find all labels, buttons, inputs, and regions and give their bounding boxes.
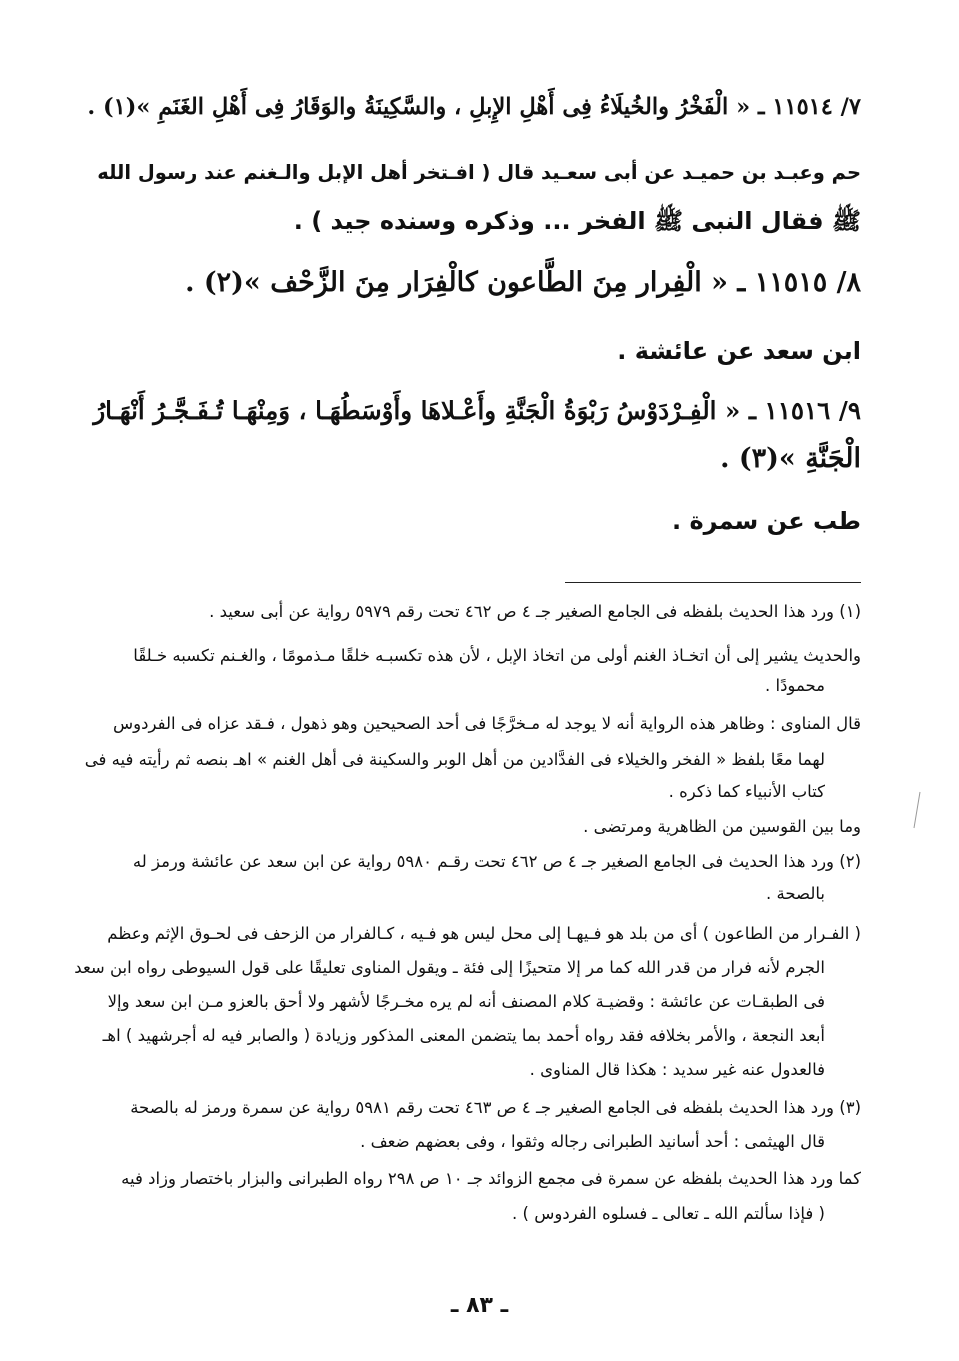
footnote-line: والحديث يشير إلى أن اتخـاذ الغنم أولى من اتخاذ الإبل ، لأن هذه تكسبـه خلقًا مـذمومًا ، والغـنم تكسبه خـلقًا [133,646,861,665]
footnote-line: فى الطبقـات عن عائشة : وقضيـة كلام المصنف أنه لم يره مخـرجًا لأشهر ولا أحق بالعزو مـن ابن سعد وإلا [107,992,825,1011]
footnote-line: وما بين القوسين من الظاهرية ومرتضى . [583,817,861,836]
footnote-line: بالصحة . [766,884,825,903]
footnote-line: ( فإذا سألتم الله ـ تعالى ـ فسلوه الفردوس ) . [512,1204,825,1223]
hadith-text-line: ٩/ ١١٥١٦ ـ « الْفِـرْدَوْسُ رَبْوَةُ الْجَنَّةِ وأَعْـلاهَا وأَوْسَطُهَـا ، وَمِنْهَـا تُـفَـجَّـرُ أَنْهَـارُ [93,396,861,425]
hadith-text-line: الْجَنَّةِ »(٣) . [720,443,861,474]
footnote-line: قال الهيثمى : أحد أسانيد الطبرانى رجاله وثقوا ، وفى بعضهم ضعف . [360,1132,825,1151]
footnote-line: محمودًا . [765,676,825,695]
source-text-line: حم وعبـد بن حميـد عن أبى سعـيد قال ( افـتخر أهل الإبل والـغنم عند رسول الله [97,161,861,184]
margin-mark [908,790,928,830]
footnote-line: ( الفـرار من الطاعون ) أى من بلد هو فـيهـا إلى محل ليس هو فـيه ، كـالفرار من الزحف فى لحـوق الإثم وعظم [107,924,861,943]
footnote-line: لهما معًا بلفظ « الفخر والخيلاء فى الفدَّادين من أهل الوبر والسكينة فى أهل الغنم » اهـ بنصه ثم رأيته فيه فى [84,750,825,769]
footnote-line: (٢) ورد هذا الحديث فى الجامع الصغير جـ ٤ ص ٤٦٢ تحت رقـم ٥٩٨٠ رواية عن ابن سعد عن عائشة ورمز له [132,852,861,871]
footnote-line: قال المناوى : وظاهر هذه الرواية أنه لا يوجد له مـخرَّجًا فى أحد الصحيحين وهو ذهول ، فـقد عزاه فى الفردوس [113,714,861,733]
footnote-line: فالعدول عنه غير سديد : هكذا قال المناوى . [529,1060,825,1079]
footnote-separator-line [565,582,861,583]
source-text-line: طب عن سمرة . [672,507,861,535]
footnote-line: (١) ورد هذا الحديث بلفظه فى الجامع الصغير جـ ٤ ص ٤٦٢ تحت رقم ٥٩٧٩ رواية عن أبى سعيد . [209,602,861,621]
footnote-line: كما ورد هذا الحديث بلفظه عن سمرة فى مجمع الزوائد جـ ١٠ ص ٢٩٨ رواه الطبرانى والبزار باختصار وزاد فيه [121,1169,861,1188]
footnote-line: أبعد النجعة ، والأمر بخلافه فقد رواه أحمد بما يتضمن المعنى المذكور وزيادة ( والصابر فيه له أجرشهيد ) اهـ [102,1026,825,1045]
page-number: ـ ٨٣ ـ [450,1293,509,1318]
hadith-text-line: ٧/ ١١٥١٤ ـ « الْفَخْرُ والخُيلَاءُ فِى أَهْلِ الإِبلِ ، والسَّكِينَةُ والوَقَارُ فِى أَهْلِ الغَنَمِ »(١) . [87,94,861,120]
footnote-line: الجرم لأنه فرار من قدر الله كما مر إلا متحيزًا إلى فئة ـ ويقول المناوى تعليقًا على قول السيوطى رواه ابن سعد [74,958,825,977]
source-text-line: ابن سعد عن عائشة . [617,337,861,365]
source-text-line: ﷺ فقال النبى ﷺ الفخر ... وذكره وسنده جيد ) . [293,207,861,235]
footnote-line: (٣) ورد هذا الحديث بلفظه فى الجامع الصغير جـ ٤ ص ٤٦٣ تحت رقم ٥٩٨١ رواية عن سمرة ورمز له بالصحة [130,1098,861,1117]
hadith-text-line: ٨/ ١١٥١٥ ـ « الْفِرار مِنَ الطَّاعون كالْفِرَار مِنَ الزَّحْف »(٢) . [185,267,861,298]
footnote-line: كتاب الأنبياء كما ذكره . [668,782,825,801]
